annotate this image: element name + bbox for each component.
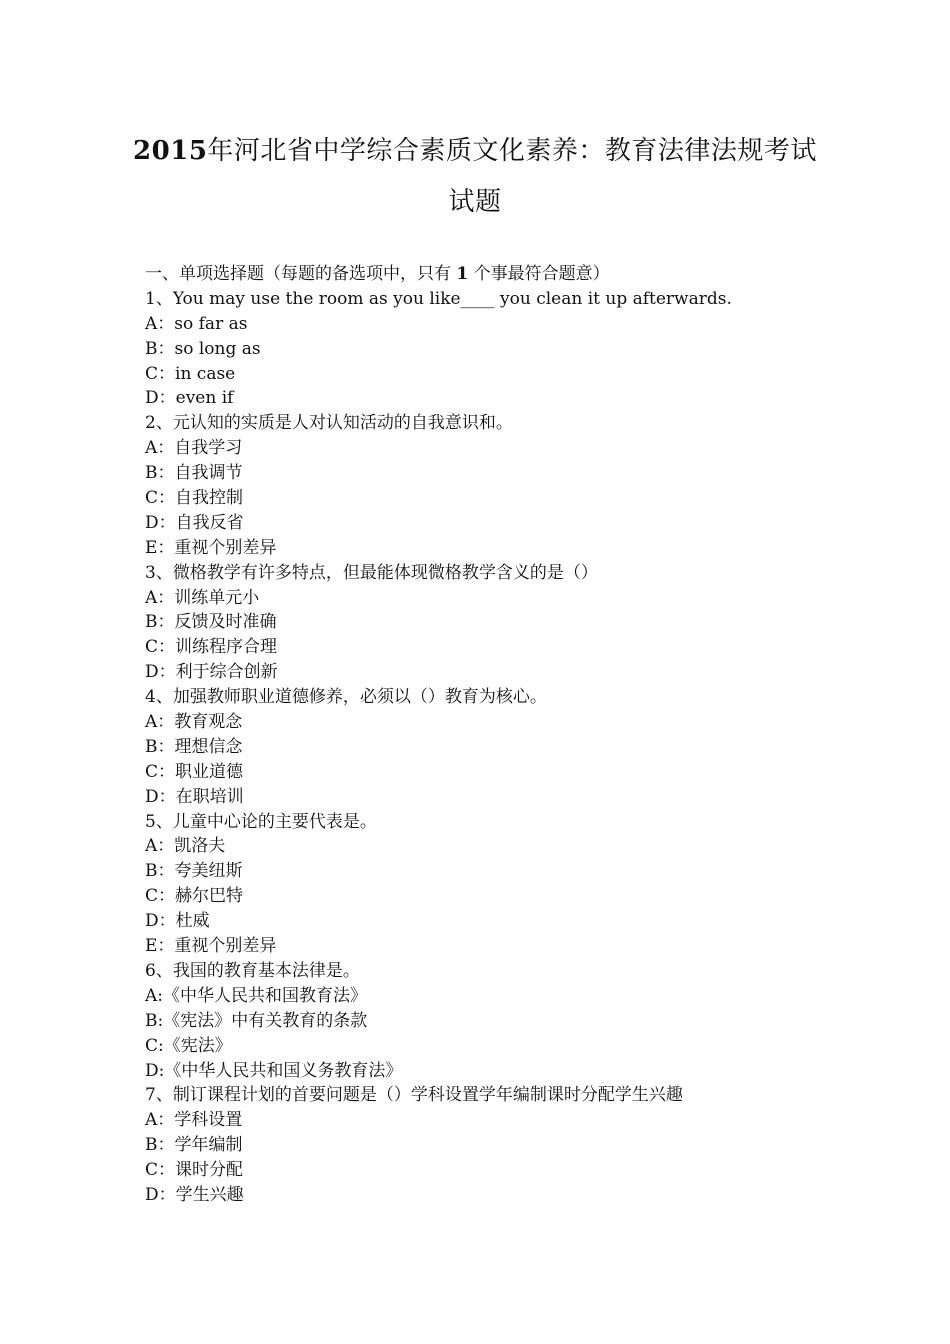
document-title-continued: 试题	[448, 187, 502, 217]
question-stem: 7、制订课程计划的首要问题是（）学科设置学年编制课时分配学生兴趣	[145, 1085, 683, 1106]
answer-option: D：自我反省	[145, 512, 244, 533]
answer-option: A：凯洛夫	[145, 836, 226, 857]
answer-option: D：even if	[145, 388, 234, 409]
answer-option: B：学年编制	[145, 1135, 243, 1156]
answer-option: D：利于综合创新	[145, 662, 278, 683]
title-text: 年河北省中学综合素质文化素养：教育法律法规考试	[207, 136, 817, 166]
answer-option: B：自我调节	[145, 463, 243, 484]
question-stem: 5、儿童中心论的主要代表是。	[145, 811, 377, 832]
answer-option: E：重视个别差异	[145, 936, 277, 957]
answer-option: B:《宪法》中有关教育的条款	[145, 1010, 368, 1031]
question-lines	[145, 287, 845, 1208]
question-stem: 3、微格教学有许多特点，但最能体现微格教学含义的是（）	[145, 562, 598, 583]
answer-option: A：教育观念	[145, 712, 243, 733]
question-stem: 6、我国的教育基本法律是。	[145, 960, 360, 981]
section-heading-prefix: 一、单项选择题（每题的备选项中，只有	[145, 264, 451, 284]
answer-option: D：杜威	[145, 911, 210, 932]
answer-option: C：职业道德	[145, 761, 244, 782]
answer-option: A：自我学习	[145, 438, 243, 459]
answer-option: E：重视个别差异	[145, 537, 277, 558]
answer-option: D：学生兴趣	[145, 1184, 244, 1205]
question-stem: 2、元认知的实质是人对认知活动的自我意识和。	[145, 413, 513, 434]
answer-option: A：so far as	[145, 313, 248, 334]
answer-option: D：在职培训	[145, 786, 244, 807]
answer-option: C:《宪法》	[145, 1035, 232, 1056]
answer-option: A：学科设置	[145, 1110, 243, 1131]
answer-option: C：课时分配	[145, 1160, 244, 1181]
answer-option: C：in case	[145, 363, 236, 384]
answer-option: B：so long as	[145, 338, 261, 359]
section-heading	[145, 262, 845, 287]
title-year: 2015	[133, 136, 208, 166]
question-list	[145, 262, 845, 1208]
answer-option: B：夸美纽斯	[145, 861, 243, 882]
question-stem: 1、You may use the room as you like____ you clean it up afterwards.	[145, 288, 732, 309]
question-stem: 4、加强教师职业道德修养，必须以（）教育为核心。	[145, 687, 547, 708]
answer-option: A:《中华人民共和国教育法》	[145, 985, 368, 1006]
answer-option: A：训练单元小	[145, 587, 260, 608]
answer-option: C：赫尔巴特	[145, 886, 244, 907]
answer-option: B：理想信念	[145, 736, 243, 757]
section-heading-count: 1	[456, 264, 469, 284]
document-title	[100, 133, 850, 169]
answer-option: B：反馈及时准确	[145, 612, 277, 633]
section-heading-suffix: 个事最符合题意）	[473, 264, 610, 284]
answer-option: D:《中华人民共和国义务教育法》	[145, 1060, 403, 1081]
answer-option: C：训练程序合理	[145, 637, 278, 658]
answer-option: C：自我控制	[145, 488, 244, 509]
